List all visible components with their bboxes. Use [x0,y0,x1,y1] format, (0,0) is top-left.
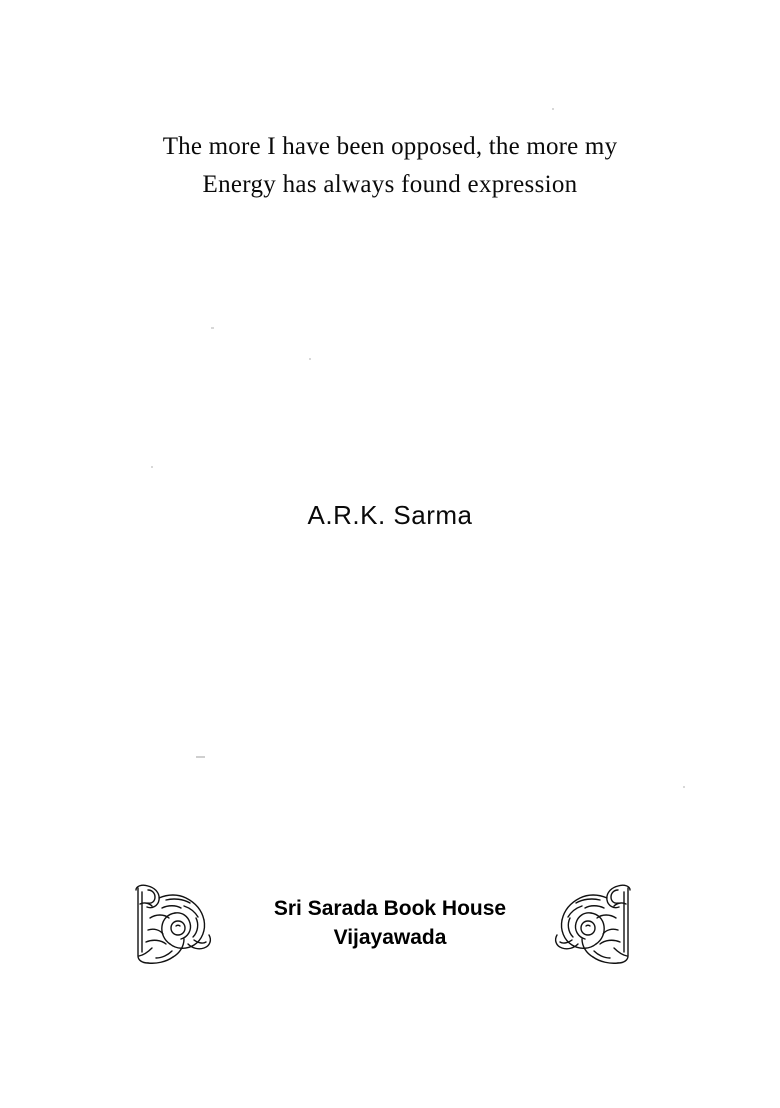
scan-speck [151,466,153,468]
publisher-city: Vijayawada [333,926,447,949]
scan-speck [683,786,685,788]
scan-speck [211,327,214,329]
author-name: A.R.K. Sarma [307,500,473,530]
book-title [0,128,780,204]
publisher-block [0,894,780,952]
book-title-line-2: Energy has always found expression [202,171,578,198]
book-title-line-1: The more I have been opposed, the more my [162,133,618,160]
scan-speck [552,108,554,110]
scan-speck [196,756,205,758]
scan-speck [309,358,311,360]
publisher-name: Sri Sarada Book House [273,897,507,920]
peacock-ornament-icon [548,878,640,970]
publisher-footer [0,878,780,974]
